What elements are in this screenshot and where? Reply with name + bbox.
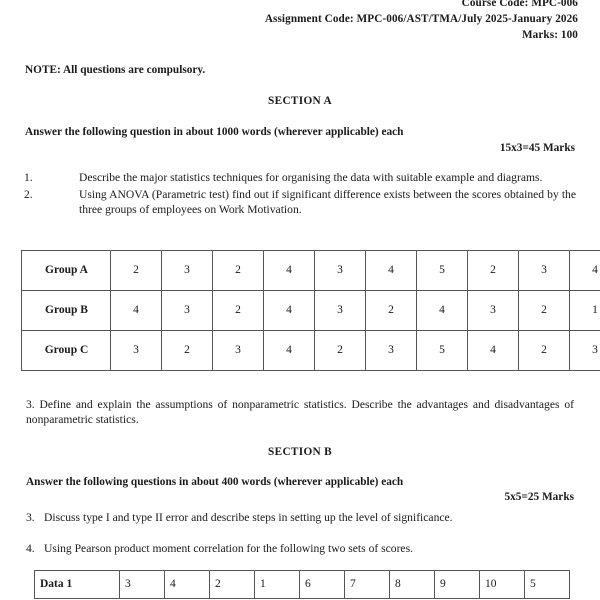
- table-cell: 4: [570, 250, 600, 290]
- table-row: [22, 250, 600, 290]
- table-cell: 3: [570, 330, 600, 370]
- table-cell: 3: [213, 330, 264, 370]
- table-cell: 5: [417, 330, 468, 370]
- table-cell: 8: [390, 570, 435, 598]
- table-cell: 3: [162, 290, 213, 330]
- table-cell: 2: [213, 250, 264, 290]
- question-item: [24, 187, 576, 218]
- table-cell: 6: [300, 570, 345, 598]
- table-cell: 3: [519, 250, 570, 290]
- table-cell: 1: [255, 570, 300, 598]
- question-text: Using ANOVA (Parametric test) find out if significant difference exists between the scores obtained by the three groups of employees on Work Motivation.: [79, 187, 576, 216]
- table-cell: 4: [417, 290, 468, 330]
- section-a-marks: 15x3=45 Marks: [499, 142, 575, 154]
- section-a-question-3: 3. Define and explain the assumptions of nonparametric statistics. Describe the advantages and disadvantages of nonparametric statistics.: [26, 397, 574, 426]
- question-text: Describe the major statistics techniques for organising the data with suitable example and diagrams.: [79, 171, 543, 184]
- table-cell: 1: [570, 290, 600, 330]
- section-b-marks: 5x5=25 Marks: [504, 490, 574, 503]
- table-cell: 7: [345, 570, 390, 598]
- section-b-question-item: [26, 541, 574, 557]
- group-scores-table: [21, 250, 600, 371]
- table-cell: 3: [366, 330, 417, 370]
- table-cell: 4: [264, 250, 315, 290]
- table-cell: 2: [519, 290, 570, 330]
- table-cell: 2: [213, 290, 264, 330]
- section-a-heading: SECTION A: [268, 95, 332, 107]
- document-header: [0, 0, 600, 43]
- section-a-instruction: Answer the following question in about 1000 words (wherever applicable) each: [25, 126, 404, 138]
- table-row: [22, 330, 600, 370]
- question-text: Using Pearson product moment correlation for the following two sets of scores.: [44, 542, 413, 555]
- data-scores-table-wrap: [0, 570, 600, 599]
- table-cell: 4: [366, 250, 417, 290]
- question-text: Discuss type I and type II error and describe steps in setting up the level of significance.: [44, 510, 453, 524]
- table-cell: 2: [210, 570, 255, 598]
- question-number: 2.: [24, 187, 33, 201]
- table-cell: 10: [480, 570, 525, 598]
- table-cell: 4: [264, 290, 315, 330]
- note-line: NOTE: All questions are compulsory.: [25, 64, 206, 76]
- table-cell: 2: [162, 330, 213, 370]
- question-number: 3.: [26, 510, 35, 524]
- table-row: [35, 570, 570, 598]
- table-row: [22, 290, 600, 330]
- row-label: Group C: [22, 330, 111, 370]
- table-cell: 9: [435, 570, 480, 598]
- question-item: [24, 170, 576, 186]
- marks-total-line: Marks: 100: [522, 29, 578, 41]
- section-a-question-list: [0, 170, 600, 218]
- row-label: Data 1: [35, 570, 120, 598]
- table-cell: 2: [315, 330, 366, 370]
- table-cell: 3: [162, 250, 213, 290]
- group-scores-table-wrap: [0, 250, 600, 371]
- table-cell: 4: [165, 570, 210, 598]
- section-b-question-item: [26, 510, 574, 526]
- row-label: Group A: [22, 250, 111, 290]
- assignment-code-line: Assignment Code: MPC-006/AST/TMA/July 2025-January 2026: [264, 13, 578, 25]
- section-b-instruction: Answer the following questions in about 400 words (wherever applicable) each: [26, 475, 404, 488]
- table-cell: 4: [468, 330, 519, 370]
- section-b-heading: SECTION B: [268, 445, 332, 458]
- table-cell: 5: [417, 250, 468, 290]
- table-cell: 2: [111, 250, 162, 290]
- data-scores-table: [34, 570, 570, 599]
- row-label: Group B: [22, 290, 111, 330]
- course-code-line: Course Code: MPC-006: [461, 0, 578, 9]
- table-cell: 2: [519, 330, 570, 370]
- question-number: 4.: [26, 542, 35, 555]
- question-number: 1.: [24, 171, 33, 184]
- table-cell: 2: [366, 290, 417, 330]
- table-cell: 3: [120, 570, 165, 598]
- table-cell: 3: [111, 330, 162, 370]
- table-cell: 3: [315, 250, 366, 290]
- table-cell: 2: [468, 250, 519, 290]
- table-cell: 3: [315, 290, 366, 330]
- table-cell: 5: [525, 570, 570, 598]
- table-cell: 4: [111, 290, 162, 330]
- table-cell: 3: [468, 290, 519, 330]
- table-cell: 4: [264, 330, 315, 370]
